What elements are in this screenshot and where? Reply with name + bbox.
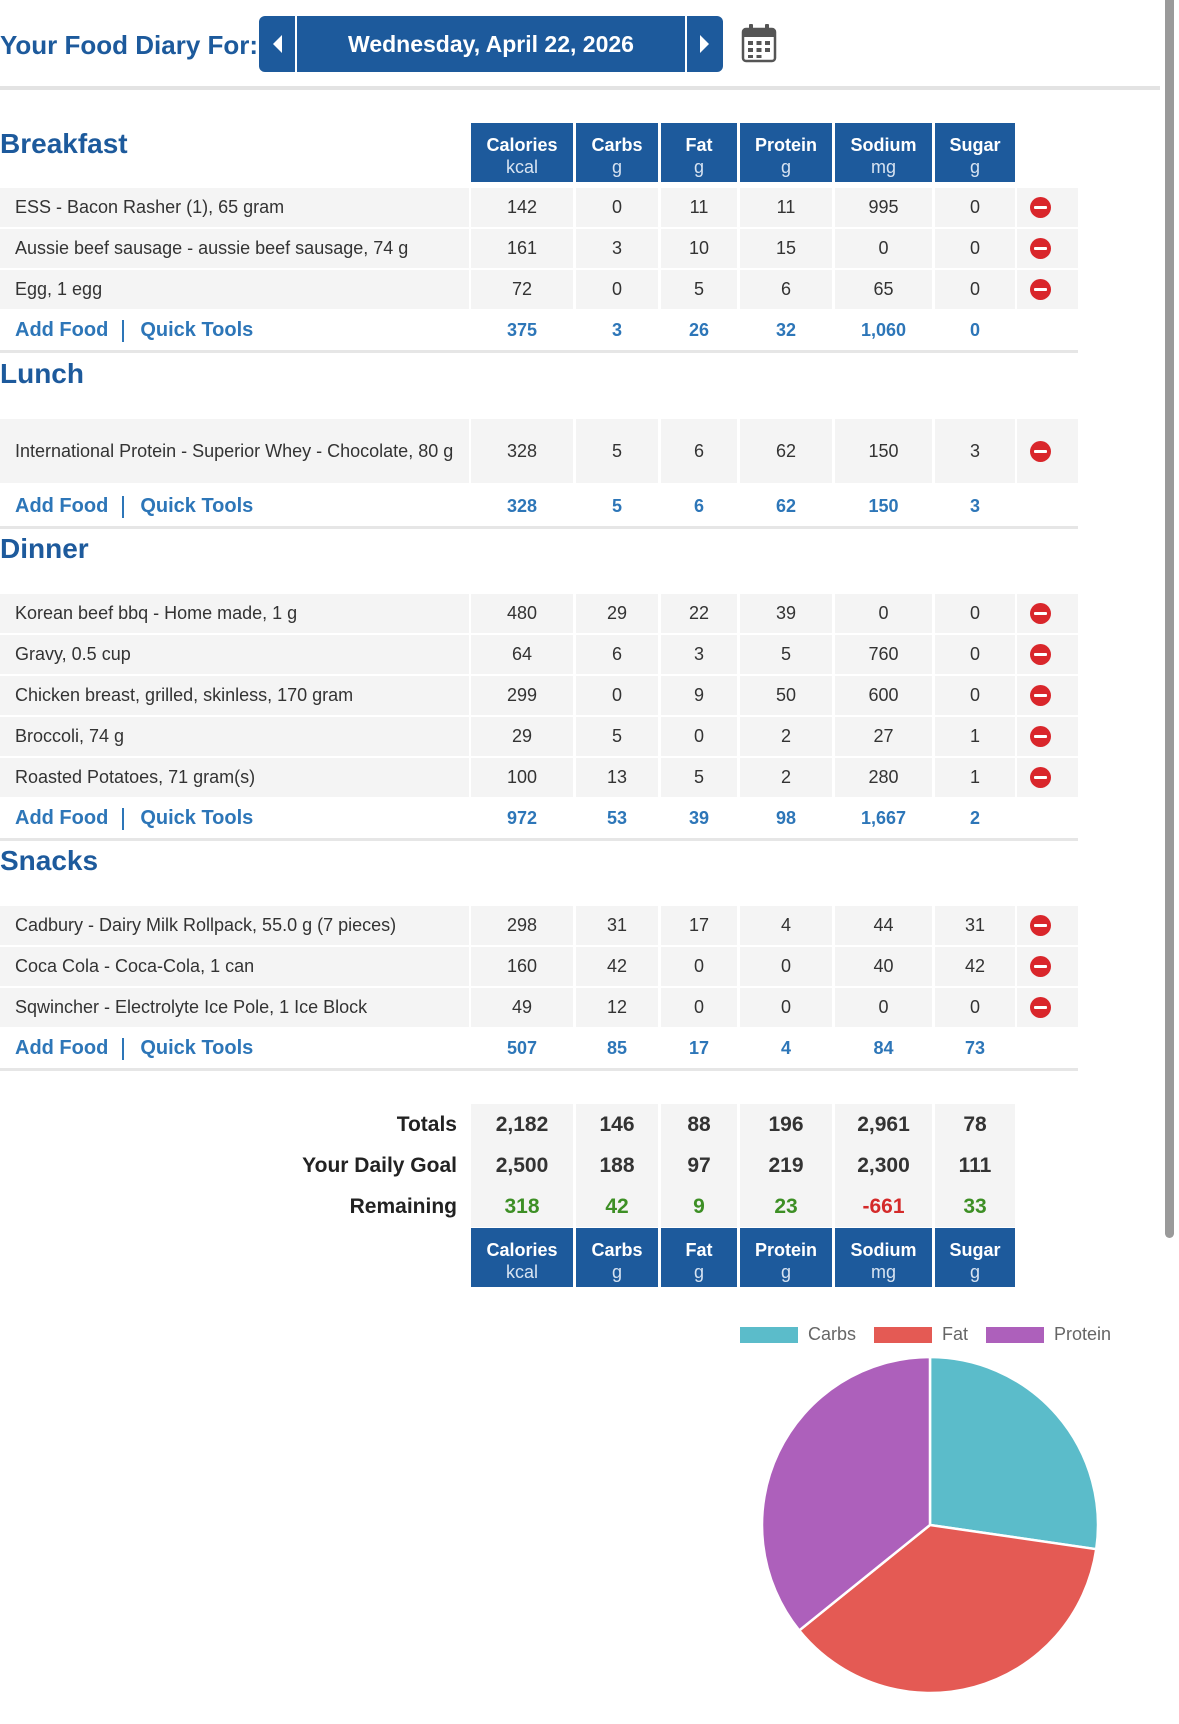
meal-total-sodium: 1,667 (860, 808, 907, 828)
meal-total-sodium: 1,060 (860, 320, 907, 340)
remove-food-icon[interactable] (1030, 238, 1051, 259)
legend-label: Protein (1054, 1324, 1112, 1344)
previous-day-button[interactable] (259, 16, 295, 72)
remove-food-icon[interactable] (1030, 915, 1051, 936)
meal-total-carbs: 5 (611, 496, 622, 516)
calendar-icon (741, 23, 777, 63)
summary-totals-calories: 2,182 (471, 1104, 573, 1145)
food-value-calories: 480 (471, 594, 573, 633)
column-unit: mg (870, 157, 896, 177)
summary-goal-sodium: 2,300 (835, 1145, 932, 1186)
column-unit: g (611, 157, 622, 177)
food-value-fat: 17 (661, 906, 737, 945)
remove-food-icon[interactable] (1030, 644, 1051, 665)
food-name-link[interactable]: Chicken breast, grilled, skinless, 170 gram (0, 676, 469, 715)
food-name-link[interactable]: Aussie beef sausage - aussie beef sausage, 74 g (0, 229, 469, 268)
column-name: Protein (754, 135, 817, 155)
food-name-link[interactable]: Gravy, 0.5 cup (0, 635, 469, 674)
meal-actions (15, 799, 253, 838)
diary-title: Your Food Diary For: (0, 30, 259, 60)
pie-slice-carbs[interactable] (930, 1357, 1098, 1549)
meal-totals-row (0, 311, 1078, 353)
macro-pie-chart (760, 1355, 1100, 1695)
food-value-protein: 5 (740, 635, 832, 674)
summary-goal-calories: 2,500 (471, 1145, 573, 1186)
food-row (0, 635, 1078, 676)
food-value-sodium: 44 (835, 906, 932, 945)
meal-title-dinner: Dinner (0, 533, 89, 564)
food-name-link[interactable]: International Protein - Superior Whey - Chocolate, 80 g (0, 419, 469, 483)
summary-goal-sugar: 111 (935, 1145, 1015, 1186)
food-value-carbs: 29 (576, 594, 658, 633)
summary-remaining-carbs: 42 (576, 1186, 658, 1227)
summary-remaining-fat: 9 (661, 1186, 737, 1227)
column-name: Fat (685, 1240, 713, 1260)
column-header-fat (661, 123, 737, 182)
meal-total-sugar: 3 (969, 496, 980, 516)
link-divider (122, 320, 124, 342)
food-value-protein: 4 (740, 906, 832, 945)
food-value-fat: 0 (661, 947, 737, 986)
food-value-fat: 22 (661, 594, 737, 633)
food-name-link[interactable]: Roasted Potatoes, 71 gram(s) (0, 758, 469, 797)
food-value-calories: 299 (471, 676, 573, 715)
food-value-sugar: 42 (935, 947, 1015, 986)
calendar-button[interactable] (741, 23, 777, 68)
column-header-sugar (935, 123, 1015, 182)
column-header-fat-bottom (661, 1228, 737, 1287)
food-value-fat: 10 (661, 229, 737, 268)
column-name: Sugar (949, 1240, 1001, 1260)
summary-label-goal: Your Daily Goal (302, 1154, 457, 1177)
food-value-calories: 328 (471, 419, 573, 483)
current-date[interactable]: Wednesday, April 22, 2026 (295, 16, 687, 72)
food-row (0, 947, 1078, 988)
food-row (0, 270, 1078, 311)
column-unit: g (969, 1262, 980, 1282)
food-value-carbs: 12 (576, 988, 658, 1027)
meal-total-sodium: 150 (868, 496, 899, 516)
food-row (0, 758, 1078, 799)
food-value-carbs: 0 (576, 270, 658, 309)
column-name: Sodium (850, 135, 917, 155)
remove-food-icon[interactable] (1030, 197, 1051, 218)
food-value-sodium: 0 (835, 594, 932, 633)
column-unit: mg (870, 1262, 896, 1282)
meal-actions (15, 487, 253, 526)
food-row (0, 906, 1078, 947)
legend-label: Carbs (808, 1324, 857, 1344)
column-unit: kcal (505, 157, 538, 177)
food-value-sugar: 0 (935, 676, 1015, 715)
caret-left-icon (270, 33, 284, 55)
food-name-link[interactable]: Korean beef bbq - Home made, 1 g (0, 594, 469, 633)
food-value-fat: 0 (661, 988, 737, 1027)
column-name: Carbs (591, 1240, 643, 1260)
food-value-fat: 11 (661, 188, 737, 227)
meal-total-calories: 507 (506, 1038, 538, 1058)
food-value-calories: 142 (471, 188, 573, 227)
summary-totals-protein: 196 (740, 1104, 832, 1145)
food-value-protein: 6 (740, 270, 832, 309)
food-name-link[interactable]: ESS - Bacon Rasher (1), 65 gram (0, 188, 469, 227)
meal-total-fat: 26 (688, 320, 710, 340)
food-value-sugar: 0 (935, 270, 1015, 309)
meal-total-sugar: 0 (969, 320, 980, 340)
meal-totals-row (0, 1029, 1078, 1071)
food-value-carbs: 5 (576, 419, 658, 483)
food-value-calories: 161 (471, 229, 573, 268)
food-value-calories: 29 (471, 717, 573, 756)
remove-food-icon[interactable] (1030, 685, 1051, 706)
summary-remaining-protein: 23 (740, 1186, 832, 1227)
food-value-calories: 160 (471, 947, 573, 986)
column-header-calories-bottom (471, 1228, 573, 1287)
summary-goal-carbs: 188 (576, 1145, 658, 1186)
food-name-link[interactable]: Coca Cola - Coca-Cola, 1 can (0, 947, 469, 986)
column-name: Calories (486, 135, 558, 155)
food-name-link[interactable]: Egg, 1 egg (0, 270, 469, 309)
food-value-sugar: 0 (935, 988, 1015, 1027)
meal-totals-row (0, 799, 1078, 841)
diary-header (0, 0, 1160, 90)
quick-tools-link[interactable]: Quick Tools (140, 319, 254, 341)
summary-totals-sodium: 2,961 (835, 1104, 932, 1145)
vertical-scrollbar[interactable] (1165, 0, 1174, 1238)
quick-tools-link[interactable]: Quick Tools (140, 1037, 254, 1059)
meal-total-calories: 972 (506, 808, 538, 828)
food-value-sugar: 0 (935, 229, 1015, 268)
food-value-carbs: 5 (576, 717, 658, 756)
remove-food-icon[interactable] (1030, 279, 1051, 300)
food-value-protein: 39 (740, 594, 832, 633)
food-value-sodium: 280 (835, 758, 932, 797)
food-value-protein: 50 (740, 676, 832, 715)
food-name-link[interactable]: Cadbury - Dairy Milk Rollpack, 55.0 g (7 pieces) (0, 906, 469, 945)
food-value-carbs: 0 (576, 676, 658, 715)
meal-total-fat: 39 (688, 808, 710, 828)
meal-title-snacks: Snacks (0, 845, 99, 876)
food-value-fat: 3 (661, 635, 737, 674)
food-value-fat: 0 (661, 717, 737, 756)
link-divider (122, 496, 124, 518)
food-value-calories: 298 (471, 906, 573, 945)
column-header-protein-bottom (740, 1228, 832, 1287)
column-header-sodium (835, 123, 932, 182)
legend-item-fat[interactable] (874, 1324, 968, 1345)
quick-tools-link[interactable]: Quick Tools (140, 495, 254, 517)
next-day-button[interactable] (687, 16, 723, 72)
meal-title-lunch: Lunch (0, 358, 84, 389)
remove-food-icon[interactable] (1030, 997, 1051, 1018)
column-name: Protein (754, 1240, 817, 1260)
food-value-sodium: 40 (835, 947, 932, 986)
meal-totals-row (0, 487, 1078, 529)
summary-totals-sugar: 78 (935, 1104, 1015, 1145)
chart-legend (740, 1324, 1129, 1345)
food-value-protein: 0 (740, 988, 832, 1027)
quick-tools-link[interactable]: Quick Tools (140, 807, 254, 829)
remove-food-icon[interactable] (1030, 441, 1051, 462)
column-name: Sodium (850, 1240, 917, 1260)
meal-actions (15, 311, 253, 350)
food-value-sodium: 0 (835, 229, 932, 268)
column-unit: g (969, 157, 980, 177)
column-header-protein (740, 123, 832, 182)
remove-food-icon[interactable] (1030, 956, 1051, 977)
food-value-protein: 2 (740, 758, 832, 797)
column-name: Sugar (949, 135, 1001, 155)
summary-label-totals: Totals (396, 1113, 457, 1136)
food-row (0, 594, 1078, 635)
food-value-fat: 5 (661, 758, 737, 797)
food-value-sugar: 1 (935, 758, 1015, 797)
food-value-sodium: 65 (835, 270, 932, 309)
summary-remaining-sugar: 33 (935, 1186, 1015, 1227)
food-value-sugar: 0 (935, 635, 1015, 674)
food-value-sodium: 760 (835, 635, 932, 674)
food-value-fat: 6 (661, 419, 737, 483)
meal-total-fat: 17 (688, 1038, 710, 1058)
meal-total-sugar: 2 (969, 808, 980, 828)
food-value-calories: 72 (471, 270, 573, 309)
summary-remaining-sodium: -661 (835, 1186, 932, 1227)
legend-item-carbs[interactable] (740, 1324, 856, 1345)
food-value-sugar: 1 (935, 717, 1015, 756)
legend-swatch (740, 1327, 798, 1343)
food-value-sodium: 150 (835, 419, 932, 483)
food-value-fat: 5 (661, 270, 737, 309)
column-name: Fat (685, 135, 713, 155)
food-row (0, 188, 1078, 229)
add-food-link[interactable]: Add Food (15, 1037, 109, 1059)
meal-total-carbs: 3 (611, 320, 622, 340)
meal-total-protein: 4 (780, 1038, 791, 1058)
legend-swatch (986, 1327, 1044, 1343)
food-value-protein: 15 (740, 229, 832, 268)
column-unit: g (611, 1262, 622, 1282)
food-value-carbs: 6 (576, 635, 658, 674)
add-food-link[interactable]: Add Food (15, 807, 109, 829)
meal-actions (15, 1029, 253, 1068)
food-value-sugar: 31 (935, 906, 1015, 945)
food-value-sodium: 27 (835, 717, 932, 756)
caret-right-icon (698, 33, 712, 55)
column-unit: kcal (505, 1262, 538, 1282)
meal-total-carbs: 53 (606, 808, 628, 828)
food-value-protein: 11 (740, 188, 832, 227)
legend-swatch (874, 1327, 932, 1343)
column-name: Carbs (591, 135, 643, 155)
add-food-link[interactable]: Add Food (15, 495, 109, 517)
meal-total-sodium: 84 (873, 1038, 894, 1058)
column-header-sodium-bottom (835, 1228, 932, 1287)
food-value-carbs: 31 (576, 906, 658, 945)
food-row (0, 676, 1078, 717)
column-unit: g (780, 157, 791, 177)
food-row (0, 988, 1078, 1029)
food-name-link[interactable]: Broccoli, 74 g (0, 717, 469, 756)
link-divider (122, 808, 124, 830)
column-header-calories (471, 123, 573, 182)
food-row (0, 229, 1078, 270)
meal-total-fat: 6 (693, 496, 704, 516)
food-value-calories: 64 (471, 635, 573, 674)
summary-remaining-calories: 318 (471, 1186, 573, 1227)
food-value-sugar: 0 (935, 188, 1015, 227)
summary-goal-fat: 97 (661, 1145, 737, 1186)
column-unit: g (693, 1262, 704, 1282)
date-navigator (259, 16, 723, 72)
food-value-calories: 100 (471, 758, 573, 797)
food-value-carbs: 13 (576, 758, 658, 797)
meal-title-breakfast: Breakfast (0, 128, 128, 159)
food-value-protein: 0 (740, 947, 832, 986)
summary-totals-carbs: 146 (576, 1104, 658, 1145)
food-value-sodium: 0 (835, 988, 932, 1027)
legend-label: Fat (942, 1324, 969, 1344)
meal-total-protein: 62 (775, 496, 797, 516)
column-header-sugar-bottom (935, 1228, 1015, 1287)
link-divider (122, 1038, 124, 1060)
meal-total-protein: 32 (775, 320, 797, 340)
summary-totals-fat: 88 (661, 1104, 737, 1145)
meal-total-calories: 375 (506, 320, 538, 340)
meal-total-protein: 98 (775, 808, 797, 828)
food-value-sugar: 0 (935, 594, 1015, 633)
meal-total-calories: 328 (506, 496, 538, 516)
summary-goal-protein: 219 (740, 1145, 832, 1186)
legend-item-protein[interactable] (986, 1324, 1111, 1345)
column-header-carbs (576, 123, 658, 182)
food-value-protein: 2 (740, 717, 832, 756)
food-value-protein: 62 (740, 419, 832, 483)
food-value-calories: 49 (471, 988, 573, 1027)
food-value-carbs: 3 (576, 229, 658, 268)
summary-label-remaining: Remaining (349, 1195, 457, 1218)
remove-food-icon[interactable] (1030, 726, 1051, 747)
food-value-carbs: 42 (576, 947, 658, 986)
column-unit: g (780, 1262, 791, 1282)
food-name-link[interactable]: Sqwincher - Electrolyte Ice Pole, 1 Ice Block (0, 988, 469, 1027)
food-value-sugar: 3 (935, 419, 1015, 483)
column-name: Calories (486, 1240, 558, 1260)
meal-total-carbs: 85 (606, 1038, 628, 1058)
remove-food-icon[interactable] (1030, 603, 1051, 624)
column-unit: g (693, 157, 704, 177)
food-row (0, 419, 1078, 485)
add-food-link[interactable]: Add Food (15, 319, 109, 341)
column-header-carbs-bottom (576, 1228, 658, 1287)
meal-total-sugar: 73 (964, 1038, 986, 1058)
remove-food-icon[interactable] (1030, 767, 1051, 788)
food-value-carbs: 0 (576, 188, 658, 227)
food-value-sodium: 995 (835, 188, 932, 227)
food-value-fat: 9 (661, 676, 737, 715)
food-value-sodium: 600 (835, 676, 932, 715)
food-row (0, 717, 1078, 758)
